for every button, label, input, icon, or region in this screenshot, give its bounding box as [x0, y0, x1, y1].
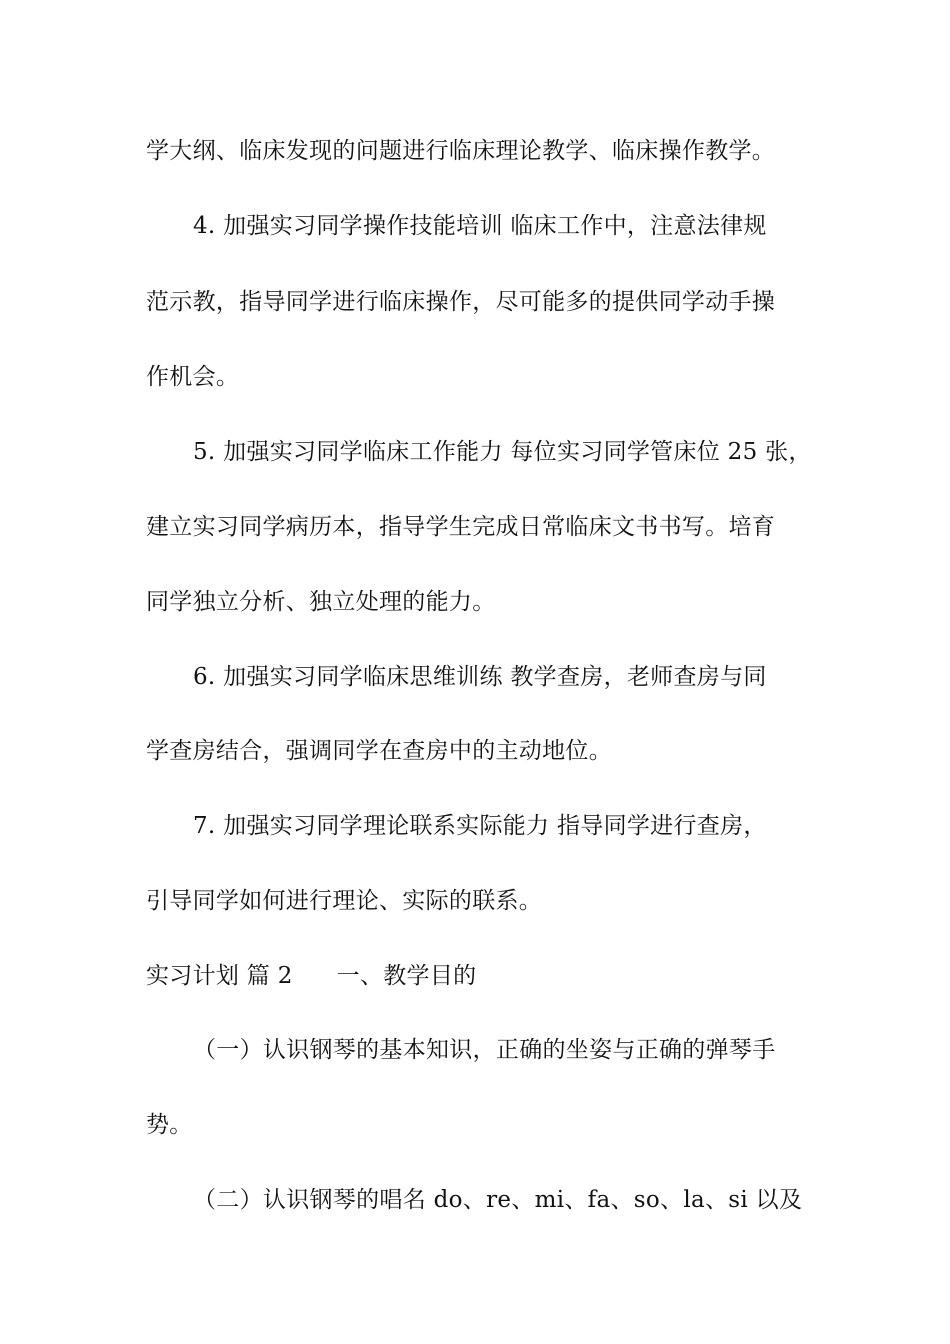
text-line: 范示教，指导同学进行临床操作，尽可能多的提供同学动手操 [146, 289, 776, 315]
section-title: 一、教学目的 [336, 963, 477, 989]
plan-title: 实习计划 篇 2 [146, 963, 293, 989]
item-2-start: （二）认识钢琴的唱名 do、re、mi、fa、so、la、si 以及 [193, 1187, 803, 1213]
section-heading [146, 961, 476, 991]
text-line: 引导同学如何进行理论、实际的联系。 [146, 888, 543, 914]
text-line: 建立实习同学病历本，指导学生完成日常临床文书书写。培育 [146, 514, 776, 540]
paragraph-6-start: 6. 加强实习同学临床思维训练 教学查房，老师查房与同 [193, 664, 767, 690]
paragraph-5-start: 5. 加强实习同学临床工作能力 每位实习同学管床位 25 张， [193, 439, 812, 465]
text-line: 同学独立分析、独立处理的能力。 [146, 589, 496, 615]
paragraph-4-start: 4. 加强实习同学操作技能培训 临床工作中，注意法律规 [193, 213, 767, 239]
text-line: 势。 [146, 1112, 193, 1138]
text-line: 学大纲、临床发现的问题进行临床理论教学、临床操作教学。 [146, 138, 776, 164]
text-line: 学查房结合，强调同学在查房中的主动地位。 [146, 738, 612, 764]
text-line: 作机会。 [146, 364, 240, 390]
item-1-start: （一）认识钢琴的基本知识，正确的坐姿与正确的弹琴手 [193, 1037, 776, 1063]
paragraph-7-start: 7. 加强实习同学理论联系实际能力 指导同学进行查房， [193, 813, 767, 839]
